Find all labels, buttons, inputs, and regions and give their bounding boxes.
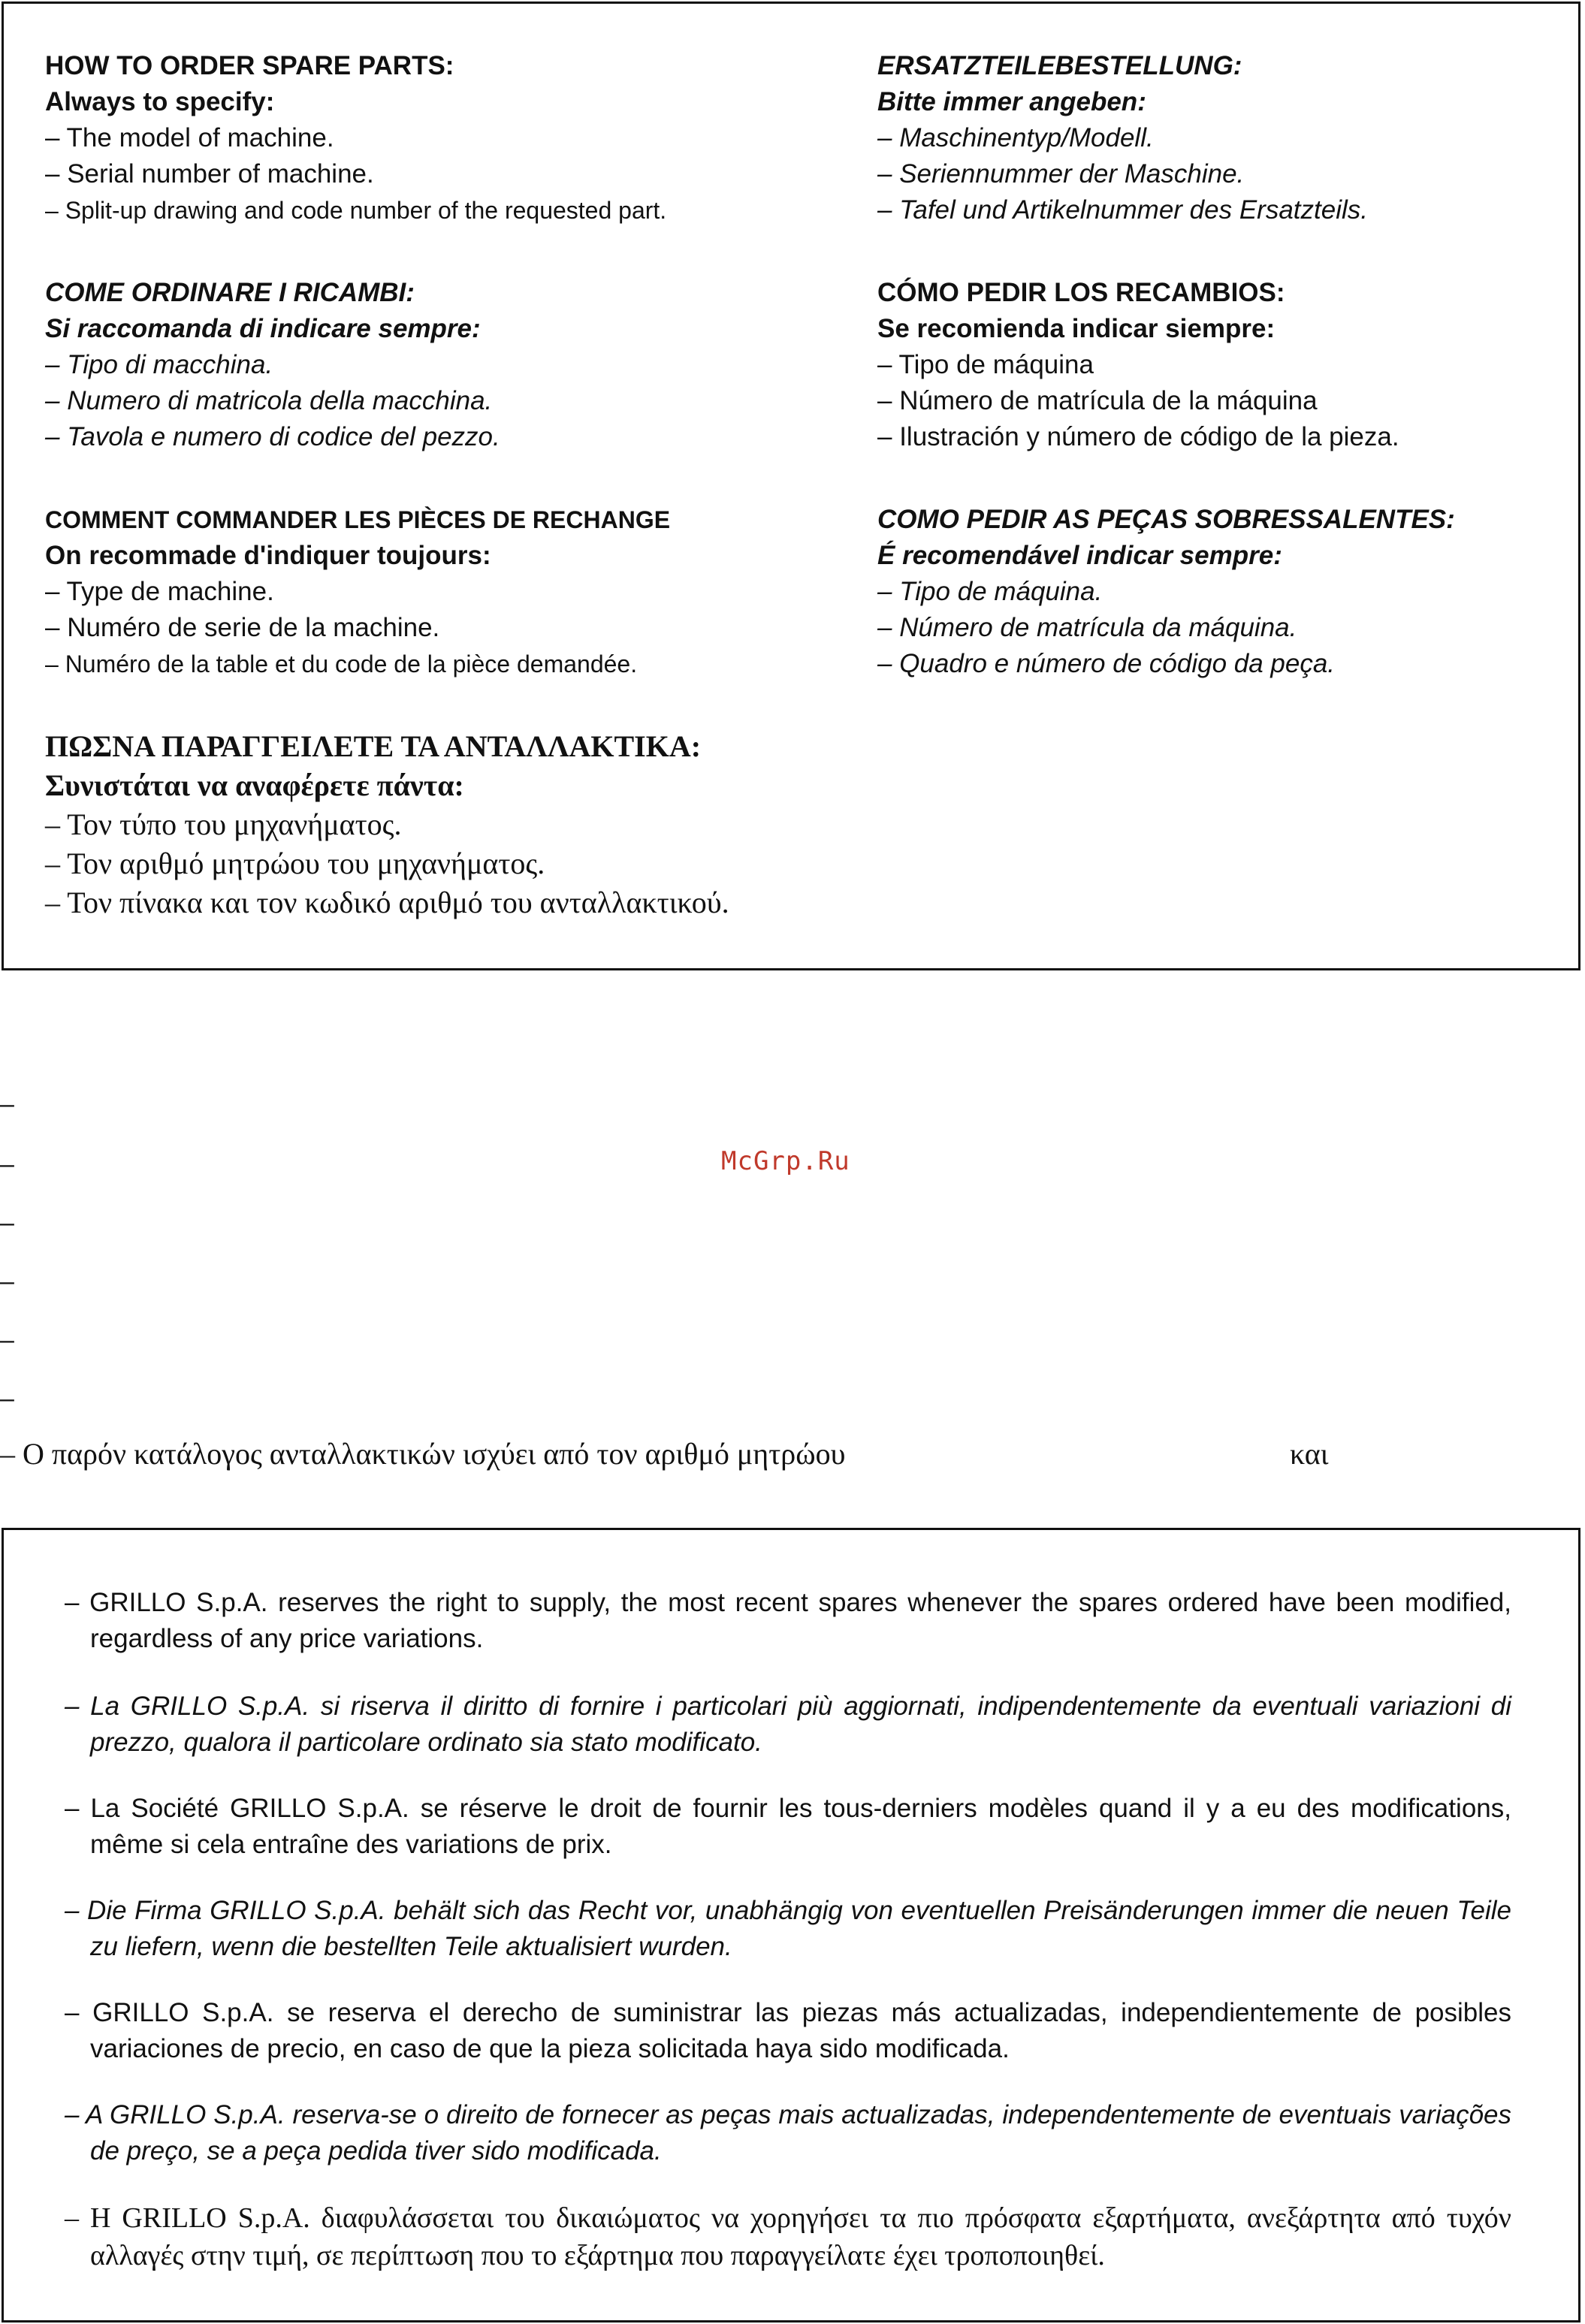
note-fr: – La Société GRILLO S.p.A. se réserve le droit de fournir les tous-derniers modèles quand il y a eu des modifications, même si cela entraîne des variations de prix. xyxy=(65,1794,1511,1859)
validity-greek-and: και xyxy=(1290,1437,1329,1471)
section-el xyxy=(45,727,729,922)
section-fr xyxy=(45,502,670,682)
section-en xyxy=(45,48,666,228)
section-title: COME ORDINARE I RICAMBI: xyxy=(45,278,415,307)
note-it: – La GRILLO S.p.A. si riserva il diritto di fornire i particolari più aggiornati, indipendentemente da eventuali variazioni di prezzo, qualora il particolare ordinato sia stato modificato. xyxy=(65,1692,1511,1757)
section-de xyxy=(877,48,1368,228)
section-title: COMO PEDIR AS PEÇAS SOBRESSALENTES: xyxy=(877,505,1455,534)
list-item: – Τον αριθμό μητρώου του μηχανήματος. xyxy=(45,847,545,880)
validity-dash: – xyxy=(0,1267,14,1296)
note-el: – Η GRILLO S.p.A. διαφυλάσσεται του δικαιώματος να χορηγήσει τα πιο πρόσφατα εξαρτήματα, ανεξάρτητα από τυχόν αλλαγές στην τιμή, σε περίπτωση που το εξάρτημα που παραγγείλατε έχει τροποποιηθεί. xyxy=(65,2202,1511,2271)
list-item: – The model of machine. xyxy=(45,123,334,152)
note-es: – GRILLO S.p.A. se reserva el derecho de suministrar las piezas más actualizadas, independientemente de posibles variaciones de precio, en caso de que la pieza solicitada haya sido modificada. xyxy=(65,1998,1511,2063)
section-es xyxy=(877,275,1399,455)
list-item: – Numéro de serie de la machine. xyxy=(45,613,440,642)
section-subtitle: Always to specify: xyxy=(45,87,275,116)
list-item: – Numero di matricola della macchina. xyxy=(45,386,493,415)
section-subtitle: Se recomienda indicar siempre: xyxy=(877,314,1276,343)
list-item: – Quadro e número de código da peça. xyxy=(877,649,1336,678)
section-subtitle: Si raccomanda di indicare sempre: xyxy=(45,314,481,343)
list-item: – Número de matrícula da máquina. xyxy=(877,613,1297,642)
list-item: – Split-up drawing and code number of the requested part. xyxy=(45,197,667,224)
list-item: – Número de matrícula de la máquina xyxy=(877,386,1318,415)
note-de: – Die Firma GRILLO S.p.A. behält sich das Recht vor, unabhängig von eventuellen Preisänderungen immer die neuen Teile zu liefern, wenn die bestellten Teile aktualisiert wurden. xyxy=(65,1896,1511,1961)
list-item: – Tavola e numero di codice del pezzo. xyxy=(45,422,500,451)
list-item: – Τον πίνακα και τον κωδικό αριθμό του ανταλλακτικού. xyxy=(45,886,729,919)
section-title: CÓMO PEDIR LOS RECAMBIOS: xyxy=(877,278,1285,307)
list-item: – Maschinentyp/Modell. xyxy=(877,123,1154,152)
section-title: HOW TO ORDER SPARE PARTS: xyxy=(45,51,454,80)
validity-dash: – xyxy=(0,1384,14,1413)
list-item: – Tipo de máquina. xyxy=(877,577,1103,606)
section-it xyxy=(45,275,500,455)
list-item: – Type de machine. xyxy=(45,577,274,606)
list-item: – Seriennummer der Maschine. xyxy=(877,159,1245,189)
list-item: – Numéro de la table et du code de la pièce demandée. xyxy=(45,650,638,678)
section-title: ERSATZTEILEBESTELLUNG: xyxy=(877,51,1242,80)
validity-dash: – xyxy=(0,1209,14,1237)
section-pt xyxy=(877,502,1455,682)
validity-dash: – xyxy=(0,1326,14,1354)
note-en: – GRILLO S.p.A. reserves the right to supply, the most recent spares whenever the spares ordered have been modified, regardless of any price variations. xyxy=(65,1588,1511,1653)
section-title: ΠΩΣΝΑ ΠΑΡΑΓΓΕΙΛΕΤΕ ΤΑ ΑΝΤΑΛΛΑΚΤΙΚΑ: xyxy=(45,729,702,763)
list-item: – Tipo di macchina. xyxy=(45,350,273,379)
section-subtitle: É recomendável indicar sempre: xyxy=(877,541,1282,570)
list-item: – Ilustración y número de código de la pieza. xyxy=(877,422,1399,451)
validity-dash: – xyxy=(0,1090,14,1118)
list-item: – Τον τύπο του μηχανήματος. xyxy=(45,807,402,841)
list-item: – Tipo de máquina xyxy=(877,350,1094,379)
section-subtitle: Συνιστάται να αναφέρετε πάντα: xyxy=(45,768,464,802)
validity-greek-line: – Ο παρόν κατάλογος ανταλλακτικών ισχύει από τον αριθμό μητρώου xyxy=(0,1437,846,1471)
list-item: – Tafel und Artikelnummer des Ersatzteils. xyxy=(877,195,1368,225)
list-item: – Serial number of machine. xyxy=(45,159,374,189)
note-pt: – A GRILLO S.p.A. reserva-se o direito de fornecer as peças mais actualizadas, independentemente de eventuais variações de preço, se a peça pedida tiver sido modificada. xyxy=(65,2100,1511,2166)
validity-dash: – xyxy=(0,1150,14,1179)
watermark-link[interactable]: McGrp.Ru xyxy=(721,1146,850,1176)
section-title: COMMENT COMMANDER LES PIÈCES DE RECHANGE xyxy=(45,506,671,533)
section-subtitle: On recommade d'indiquer toujours: xyxy=(45,541,491,570)
section-subtitle: Bitte immer angeben: xyxy=(877,87,1146,116)
